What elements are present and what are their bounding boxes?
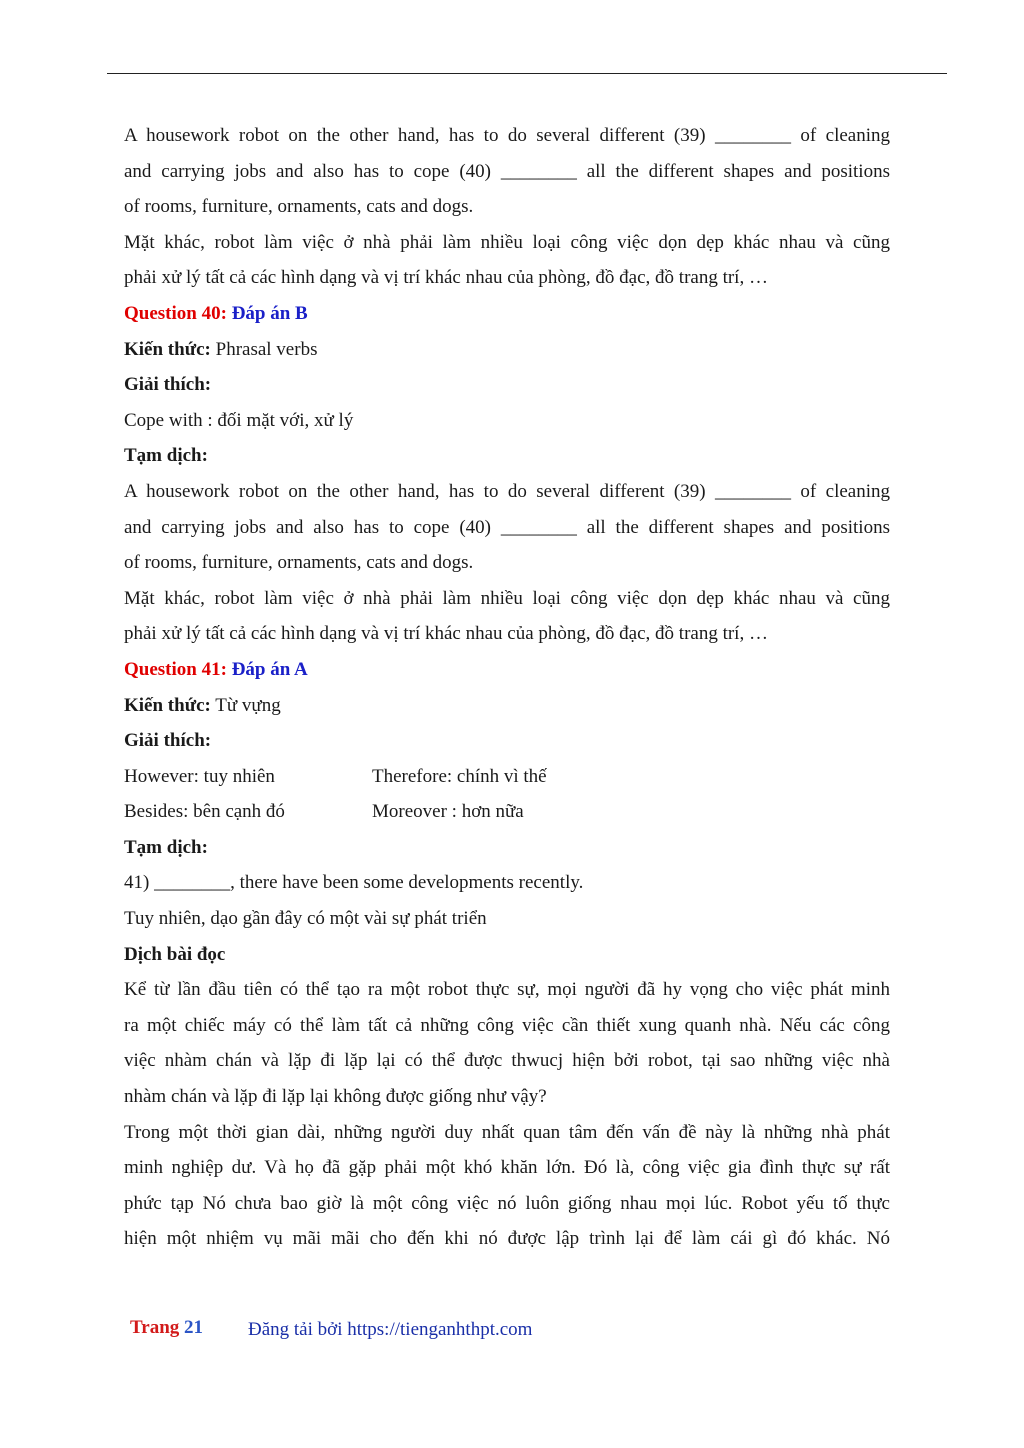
explain-label: Giải thích: <box>124 730 212 752</box>
option-item: Besides: bên cạnh đó <box>124 801 285 823</box>
passage-line: A housework robot on the other hand, has to do several different (39) ________ of cleaning <box>124 480 890 502</box>
uploaded-by-link[interactable]: Đăng tải bởi https://tienganhthpt.com <box>248 1319 533 1340</box>
passage-line: A housework robot on the other hand, has to do several different (39) ________ of cleaning <box>124 125 890 146</box>
page-number-value: 21 <box>184 1317 204 1338</box>
question-40-heading <box>124 296 890 332</box>
knowledge-line <box>124 688 890 724</box>
answer-label: Đáp án B <box>231 302 308 324</box>
explain-text: Cope with : đối mặt với, xử lý <box>124 409 354 431</box>
option-item: Moreover : hơn nữa <box>372 801 524 823</box>
document-body <box>124 118 890 1257</box>
option-item: Therefore: chính vì thế <box>372 765 547 787</box>
passage-line: and carrying jobs and also has to cope (40) ________ all the different shapes and positions <box>124 160 890 182</box>
passage-line: and carrying jobs and also has to cope (40) ________ all the different shapes and positions <box>124 516 890 538</box>
knowledge-label: Kiến thức: <box>124 338 211 360</box>
reading-line: nhàm chán và lặp đi lặp lại không được giống như vậy? <box>124 1086 547 1108</box>
question-sentence: 41) ________, there have been some developments recently. <box>124 872 584 894</box>
question-label: Question 40: <box>124 302 227 324</box>
page-label: Trang <box>130 1317 180 1338</box>
passage-line: of rooms, furniture, ornaments, cats and dogs. <box>124 552 474 574</box>
translation-label: Tạm dịch: <box>124 445 208 467</box>
translation-line: Mặt khác, robot làm việc ở nhà phải làm nhiều loại công việc dọn dẹp khác nhau và cũng <box>124 231 890 253</box>
translation-line: phải xử lý tất cả các hình dạng và vị trí khác nhau của phòng, đồ đạc, đồ trang trí, … <box>124 267 768 289</box>
knowledge-line <box>124 332 890 368</box>
reading-line: Trong một thời gian dài, những người duy nhất quan tâm đến vấn đề này là những nhà phát <box>124 1121 890 1143</box>
reading-line: Kể từ lần đầu tiên có thể tạo ra một robot thực sự, mọi người đã hy vọng cho việc phát minh <box>124 979 890 1001</box>
reading-line: hiện một nhiệm vụ mãi mãi cho đến khi nó được lập trình lại để làm cái gì đó khác. Nó <box>124 1228 890 1250</box>
knowledge-label: Kiến thức: <box>124 694 211 716</box>
reading-heading: Dịch bài đọc <box>124 943 226 965</box>
question-label: Question 41: <box>124 658 227 680</box>
translation-line: phải xử lý tất cả các hình dạng và vị trí khác nhau của phòng, đồ đạc, đồ trang trí, … <box>124 623 768 645</box>
reading-line: phức tạp Nó chưa bao giờ là một công việc nó luôn giống nhau mọi lúc. Robot yếu tố thực <box>124 1192 890 1214</box>
translation-label: Tạm dịch: <box>124 836 208 858</box>
option-row <box>124 759 890 795</box>
knowledge-value: Từ vựng <box>210 694 281 716</box>
reading-line: ra một chiếc máy có thể làm tất cả những công việc cần thiết xung quanh nhà. Nếu các công <box>124 1014 890 1036</box>
passage-line: of rooms, furniture, ornaments, cats and dogs. <box>124 196 474 218</box>
explain-label: Giải thích: <box>124 374 212 396</box>
option-item: However: tuy nhiên <box>124 765 275 787</box>
question-sentence-translation: Tuy nhiên, dạo gần đây có một vài sự phát triển <box>124 908 487 930</box>
knowledge-value: Phrasal verbs <box>210 338 318 360</box>
answer-label: Đáp án A <box>231 658 308 680</box>
page-number <box>130 1314 203 1342</box>
reading-line: minh nghiệp dư. Và họ đã gặp phải một khó khăn lớn. Đó là, công việc gia đình thực sự rất <box>124 1157 890 1179</box>
question-41-heading <box>124 652 890 688</box>
reading-line: việc nhàm chán và lặp đi lặp lại có thể được thwucj hiện bởi robot, tại sao những việc nhà <box>124 1050 890 1072</box>
translation-line: Mặt khác, robot làm việc ở nhà phải làm nhiều loại công việc dọn dẹp khác nhau và cũng <box>124 587 890 609</box>
option-row <box>124 794 890 830</box>
header-rule <box>107 73 947 74</box>
